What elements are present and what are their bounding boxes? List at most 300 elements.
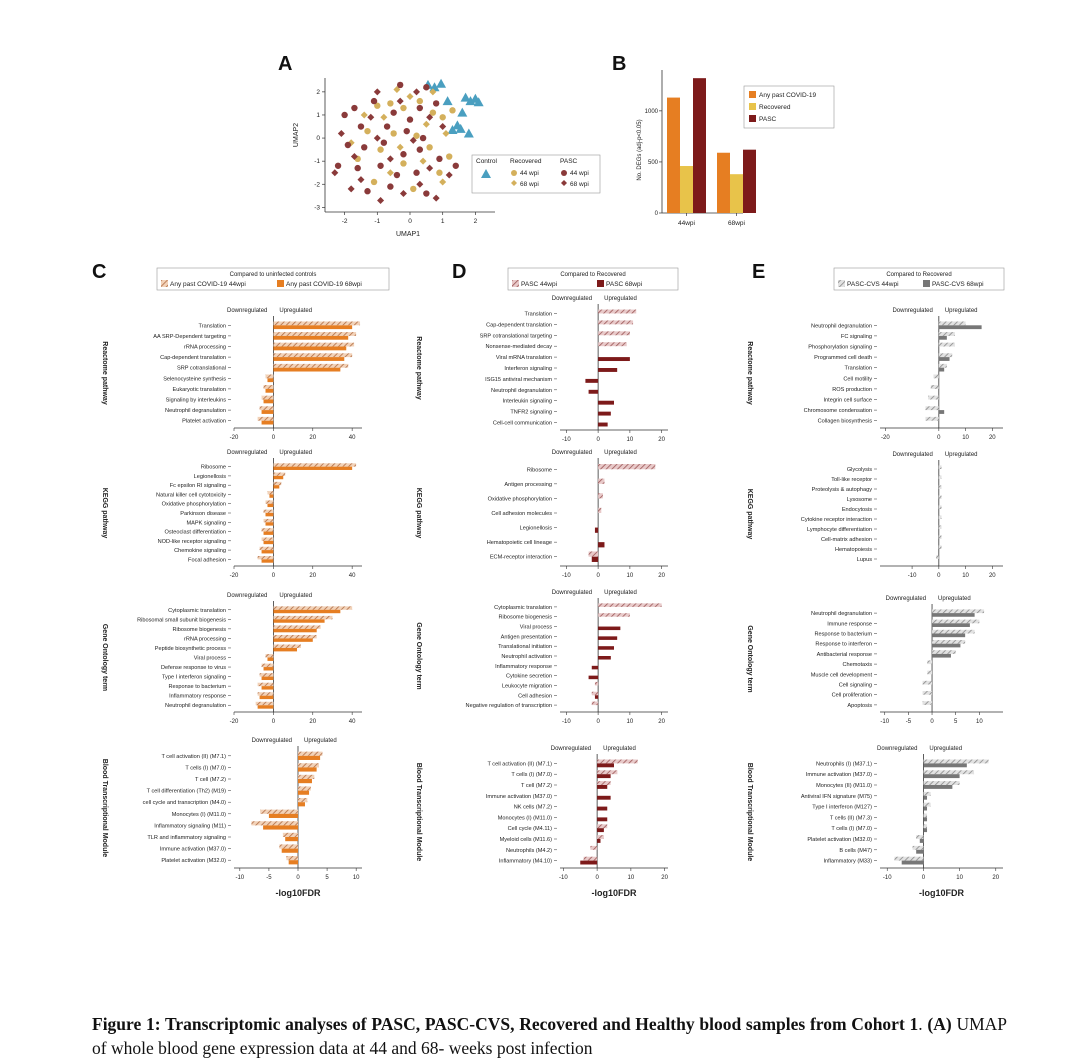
legend-pasc68-label: 68 wpi [570,181,589,188]
enrichment-term-label: Hematopoiesis [835,547,872,553]
enrichment-bar-a [923,781,959,785]
enrichment-bar-b [932,613,975,617]
enrichment-legend-label-b: PASC-CVS 68wpi [932,281,984,288]
enrichment-term-label: Translation [198,323,226,330]
enrichment-bar-a [595,682,598,686]
enrichment-term-label: Neutrophil degranulation [811,323,872,330]
enrichment-bar-b [262,686,274,689]
umap-point-recovered-44 [400,105,406,111]
enrichment-bar-a [251,821,298,825]
legend-control-title: Control [476,158,497,165]
enrichment-term-label: Antigen presentation [500,634,552,641]
legend-pasc44-marker [561,170,567,176]
enrichment-bar-a [266,374,274,378]
enrichment-bar-a [264,385,274,389]
enrichment-legend-title: Compared to uninfected controls [229,272,317,278]
enrichment-down-label: Downregulated [551,590,593,596]
enrichment-bar-a [273,321,360,325]
umap-point-pasc-68 [348,185,355,192]
enrichment-bar-a [273,616,332,619]
enrichment-bar-b [589,676,599,680]
enrichment-term-label: Inflammatory response [169,693,226,700]
umap-point-pasc-44 [387,183,393,189]
enrichment-bar-a [266,654,274,657]
enrichment-term-label: Apoptosis [847,702,872,709]
enrichment-bar-a [273,353,352,357]
enrichment-bar-a [931,385,939,389]
enrichment-xtick-label: 5 [325,875,329,881]
umap-point-pasc-68 [331,169,338,176]
enrichment-xtick-label: 0 [930,719,934,725]
enrichment-term-label: ISG15 antiviral mechanism [485,376,552,383]
enrichment-term-label: Endocytosis [841,507,872,513]
legend-recovered-title: Recovered [510,158,542,165]
enrichment-bar-a [279,844,298,848]
enrichment-term-label: MAPK signaling [186,520,226,527]
enrichment-term-label: Viral mRNA translation [495,355,552,362]
enrichment-up-label: Upregulated [604,296,637,302]
enrichment-bar-a [592,702,598,706]
enrichment-term-label: Interleukin signaling [502,398,552,405]
enrichment-term-label: Platelet activation (M32.0) [807,837,872,843]
umap-point-control [436,79,446,88]
enrichment-bar-b [592,666,598,670]
deg-ylabel: No. DEGs (adj-p<0.05) [637,119,643,181]
enrichment-bar-a [939,475,942,479]
enrichment-bar-b [262,550,274,553]
enrichment-term-label: Fc epsilon RI signaling [169,483,226,490]
umap-point-recovered-44 [436,170,442,176]
umap-point-recovered-68 [442,130,449,137]
enrichment-term-label: FC signaling [840,333,872,340]
umap-point-recovered-68 [361,111,368,118]
legend-pasc-title: PASC [560,158,578,165]
umap-point-pasc-68 [400,190,407,197]
enrichment-bar-b [264,532,274,535]
enrichment-term-label: T cells (II) (M7.3) [829,815,872,822]
enrichment-term-label: NK cells (M7.2) [513,804,552,811]
umap-point-pasc-44 [358,123,364,129]
enrichment-term-label: Negative regulation of transcription [465,703,552,710]
deg-legend-label-2: PASC [759,116,777,123]
umap-point-pasc-44 [433,100,439,106]
enrichment-term-label: Cell-matrix adhesion [821,537,872,543]
enrichment-term-label: Ribosomal small subunit biogenesis [137,617,226,624]
deg-bar-chart [645,70,756,227]
enrichment-bar-b [273,336,348,340]
enrichment-xtick-label: 0 [271,435,276,441]
enrichment-ylabel: Gene Ontology term [746,625,753,693]
enrichment-xtick-label: 0 [596,573,600,579]
enrichment-bar-a [597,835,604,839]
enrichment-bar-b [262,559,274,562]
enrichment-legend-label-a: Any past COVID-19 44wpi [170,281,246,288]
enrichment-xtick-label: 10 [962,435,969,441]
enrichment-bar-b [266,389,274,393]
enrichment-term-label: Lysosome [846,497,872,503]
enrichment-term-label: Inflammatory signaling (M11) [154,823,226,830]
enrichment-legend [508,268,678,290]
umap-point-recovered-44 [417,98,423,104]
enrichment-bar-b [932,623,970,627]
enrichment-block [101,308,362,441]
umap-ytick-label: -3 [314,204,320,212]
enrichment-bar-b [598,423,608,427]
panel-e-letter: E [752,261,766,283]
enrichment-term-label: Cell signaling [838,682,872,689]
enrichment-block [415,450,668,579]
deg-bar [730,174,743,213]
enrichment-term-label: Osteoclast differentiation [164,529,226,536]
enrichment-bar-a [597,760,638,764]
enrichment-xtick-label: 20 [661,875,668,881]
enrichment-term-label: Cytoplasmic translation [494,604,552,611]
enrichment-term-label: SRP cotranslational [176,365,226,372]
enrichment-xtick-label: 0 [296,875,300,881]
enrichment-up-label: Upregulated [279,308,313,314]
enrichment-bar-a [597,781,611,785]
enrichment-bar-b [269,814,298,818]
enrichment-bar-b [597,839,600,843]
enrichment-bar-a [598,613,630,617]
umap-point-pasc-68 [377,197,384,204]
umap-point-pasc-68 [397,98,404,105]
enrichment-term-label: Translation [524,311,552,318]
umap-point-pasc-68 [426,165,433,172]
umap-point-pasc-44 [371,98,377,104]
enrichment-legend-label-b: Any past COVID-19 68wpi [286,281,362,288]
enrichment-term-label: Immune activation (M37.0) [159,846,226,853]
enrichment-block [746,452,1003,579]
enrichment-bar-a [298,786,311,790]
enrichment-bar-a [273,473,285,476]
enrichment-xtick-label: -10 [562,719,571,725]
umap-xtick-label: 1 [440,218,445,225]
enrichment-bar-a [939,353,952,357]
enrichment-bar-b [589,390,599,394]
enrichment-bar-b [923,785,952,789]
deg-bar [667,98,680,213]
umap-point-pasc-44 [400,151,406,157]
enrichment-bar-b [282,849,298,853]
umap-point-pasc-44 [453,163,459,169]
enrichment-bar-a [298,775,314,779]
enrichment-bar-b [923,807,927,811]
enrichment-xtick-label: 20 [658,573,665,579]
enrichment-term-label: SRP cotranslational targeting [479,333,552,340]
enrichment-bar-b [597,828,604,832]
enrichment-term-label: Hematopoietic cell lineage [486,540,552,547]
enrichment-legend-swatch-a [838,280,845,287]
enrichment-bar-a [939,343,955,347]
enrichment-xtick-label: 0 [921,875,926,881]
enrichment-bar-b [932,644,960,648]
enrichment-term-label: Collagen biosynthesis [817,418,872,425]
enrichment-term-label: Proteolysis & autophagy [811,487,872,493]
enrichment-bar-a [260,547,274,550]
enrichment-bar-b [273,648,297,651]
umap-point-pasc-44 [390,109,396,115]
umap-point-pasc-44 [354,165,360,171]
deg-legend-swatch-2 [749,115,756,122]
enrichment-down-label: Downregulated [551,296,593,302]
enrichment-bar-a [923,803,930,807]
enrichment-up-label: Upregulated [279,450,313,456]
enrichment-bar-a [916,835,923,839]
umap-point-pasc-44 [381,139,387,145]
enrichment-xtick-label: 0 [937,435,941,441]
enrichment-bar-a [598,508,601,513]
enrichment-bar-a [266,500,274,503]
legend-rec44-label: 44 wpi [520,170,539,177]
enrichment-xtick-label: 10 [976,719,983,725]
enrichment-term-label: T cells (I) (M7.0) [511,772,552,779]
deg-legend [744,86,834,128]
enrichment-bar-b [939,368,944,372]
enrichment-term-label: Neutrophil activation [501,654,552,660]
enrichment-term-label: Oxidative phosphorylation [487,496,552,503]
enrichment-up-label: Upregulated [279,593,313,599]
umap-point-pasc-44 [384,123,390,129]
umap-point-recovered-44 [439,114,445,120]
enrichment-bar-a [298,798,307,802]
umap-xtick-label: -1 [374,218,381,225]
enrichment-bar-b [273,638,312,641]
enrichment-term-label: TNFR2 signaling [510,409,552,416]
enrichment-term-label: Neutrophils (M4.2) [505,847,552,854]
enrichment-bar-b [923,828,927,832]
enrichment-bar-a [256,702,274,705]
enrichment-bar-b [923,796,927,800]
deg-xtick-label: 44wpi [678,220,695,227]
enrichment-xtick-label: -5 [905,719,912,725]
umap-point-pasc-44 [361,144,367,150]
enrichment-term-label: TLR and inflammatory signaling [147,835,226,841]
enrichment-bar-a [273,482,281,485]
umap-point-pasc-44 [364,188,370,194]
umap-point-control [443,96,453,105]
enrichment-xlabel: -log10FDR [275,888,321,898]
legend-pasc44-label: 44 wpi [570,170,589,177]
enrichment-bar-b [932,634,965,638]
enrichment-bar-a [923,792,930,796]
enrichment-bar-a [598,320,633,324]
enrichment-xtick-label: 10 [962,573,969,579]
enrichment-bar-b [580,861,597,865]
umap-legend [472,155,600,193]
enrichment-bar-b [597,807,607,811]
deg-bar [743,150,756,213]
enrichment-term-label: Cell cycle (M4.11) [507,826,552,833]
enrichment-bar-b [267,378,273,382]
enrichment-xtick-label: -20 [229,573,239,579]
enrichment-bar-a [927,660,932,664]
enrichment-xtick-label: -10 [882,875,892,881]
deg-bar [717,153,730,213]
panel-d [415,261,678,898]
legend-rec68-label: 68 wpi [520,181,539,188]
enrichment-bar-b [939,410,944,414]
enrichment-bar-a [928,396,939,400]
enrichment-legend-title: Compared to Recovered [886,272,952,278]
panel-a [278,53,600,238]
enrichment-bar-a [932,620,979,624]
umap-point-control [457,108,467,117]
enrichment-bar-b [939,325,982,329]
enrichment-bar-b [932,654,951,658]
enrichment-bar-a [262,537,274,540]
enrichment-term-label: Immune response [827,621,872,628]
enrichment-bar-a [939,505,942,509]
enrichment-term-label: Legionellosis [193,473,226,480]
enrichment-legend [834,268,1004,290]
enrichment-bar-a [932,650,956,654]
panel-e [746,261,1004,898]
enrichment-term-label: Programmed cell death [814,355,872,362]
enrichment-down-label: Downregulated [551,450,593,456]
enrichment-bar-a [598,331,630,335]
enrichment-block [746,596,1003,725]
enrichment-bar-a [939,545,942,549]
enrichment-down-label: Downregulated [227,593,268,599]
enrichment-bar-b [598,627,620,631]
enrichment-bar-a [939,515,942,519]
enrichment-bar-a [913,846,924,850]
umap-ytick-label: -1 [314,158,320,166]
umap-point-pasc-68 [338,130,345,137]
enrichment-bar-b [285,837,298,841]
enrichment-bar-a [273,343,354,347]
enrichment-xtick-label: -10 [559,875,568,881]
enrichment-xtick-label: -10 [562,573,571,579]
enrichment-bar-b [923,774,959,778]
enrichment-bar-b [266,522,274,525]
umap-point-recovered-68 [397,144,404,151]
enrichment-bar-b [939,357,950,361]
enrichment-bar-a [923,814,927,818]
enrichment-bar-a [258,692,274,695]
enrichment-ylabel: Blood Transcriptional Module [746,762,753,862]
enrichment-up-label: Upregulated [938,596,971,602]
enrichment-bar-b [298,756,320,760]
enrichment-bar-a [927,671,932,675]
enrichment-bar-a [273,332,356,336]
enrichment-bar-b [273,485,279,488]
deg-ytick-label: 1000 [644,108,658,115]
enrichment-term-label: T cell activation (II) (M7.1) [487,761,552,768]
umap-point-pasc-68 [446,172,453,179]
enrichment-xtick-label: 20 [658,719,665,725]
enrichment-bar-b [597,785,607,789]
enrichment-bar-a [298,752,322,756]
enrichment-legend [157,268,389,290]
enrichment-term-label: ROS production [832,386,872,393]
enrichment-term-label: Neutrophil degranulation [165,703,226,710]
enrichment-bar-b [258,705,274,708]
enrichment-bar-b [267,504,273,507]
enrichment-xtick-label: 0 [595,875,599,881]
umap-point-recovered-44 [364,128,370,134]
enrichment-legend-swatch-b [923,280,930,287]
figure-caption [92,1012,1007,1060]
enrichment-bar-a [923,760,988,764]
umap-point-pasc-44 [417,146,423,152]
enrichment-bar-a [939,465,942,469]
enrichment-xtick-label: 0 [596,437,600,443]
enrichment-bar-a [260,406,274,410]
enrichment-term-label: Antibacterial response [816,651,872,658]
umap-point-pasc-44 [341,112,347,118]
enrichment-bar-b [273,325,352,329]
enrichment-bar-a [925,417,938,421]
enrichment-bar-a [939,485,942,489]
enrichment-bar-a [283,833,298,837]
enrichment-bar-b [273,629,316,632]
umap-point-pasc-44 [394,172,400,178]
enrichment-bar-b [902,861,924,865]
deg-bar [693,78,706,213]
enrichment-term-label: ECM-receptor interaction [489,554,552,561]
umap-point-pasc-44 [420,135,426,141]
enrichment-term-label: Nonsense-mediated decay [485,344,552,351]
enrichment-term-label: B cells (M47) [839,847,872,854]
panel-c-letter: C [92,261,107,283]
deg-ytick-label: 0 [654,211,658,217]
enrichment-term-label: Eukaryotic translation [172,386,226,393]
enrichment-bar-a [273,635,316,638]
enrichment-term-label: Cell motility [843,376,872,383]
enrichment-ylabel: KEGG pathway [101,487,108,539]
enrichment-bar-a [590,846,597,850]
umap-point-recovered-44 [387,100,393,106]
deg-legend-swatch-0 [749,91,756,98]
umap-ytick-label: 1 [316,111,320,119]
enrichment-term-label: Integrin cell surface [823,397,872,404]
enrichment-xtick-label: 20 [309,435,317,441]
umap-xtick-label: 2 [473,218,478,225]
enrichment-ylabel: KEGG pathway [415,487,422,539]
enrichment-xtick-label: 10 [352,875,360,881]
enrichment-bar-a [262,528,274,531]
enrichment-xtick-label: 20 [988,573,996,579]
enrichment-bar-b [597,817,607,821]
enrichment-bar-a [598,342,627,346]
enrichment-bar-b [592,557,598,562]
enrichment-term-label: Type I interferon (M127) [812,804,872,811]
enrichment-bar-a [939,321,966,325]
enrichment-term-label: Platelet activation [182,418,226,425]
enrichment-bar-a [262,396,274,400]
umap-ylabel: UMAP2 [293,122,300,148]
enrichment-bar-b [597,796,611,800]
enrichment-bar-a [923,691,932,695]
caption-title: Figure 1: Transcriptomic analyses of PASC, PASC-CVS, Recovered and Healthy blood samples from Cohort 1 [92,1014,919,1034]
enrichment-term-label: Cell proliferation [831,692,872,699]
enrichment-bar-b [264,541,274,544]
enrichment-xtick-label: 0 [937,573,941,579]
umap-point-recovered-68 [387,169,394,176]
enrichment-up-label: Upregulated [944,452,978,458]
enrichment-term-label: Cytokine receptor interaction [800,517,872,523]
enrichment-term-label: Cytoplasmic translation [168,607,226,614]
enrichment-bar-a [589,551,599,556]
enrichment-bar-a [598,310,636,314]
enrichment-legend-swatch-a [512,280,519,287]
umap-point-recovered-44 [390,130,396,136]
enrichment-up-label: Upregulated [304,738,337,744]
enrichment-term-label: Cytokine secretion [505,673,552,680]
enrichment-block [101,738,362,881]
